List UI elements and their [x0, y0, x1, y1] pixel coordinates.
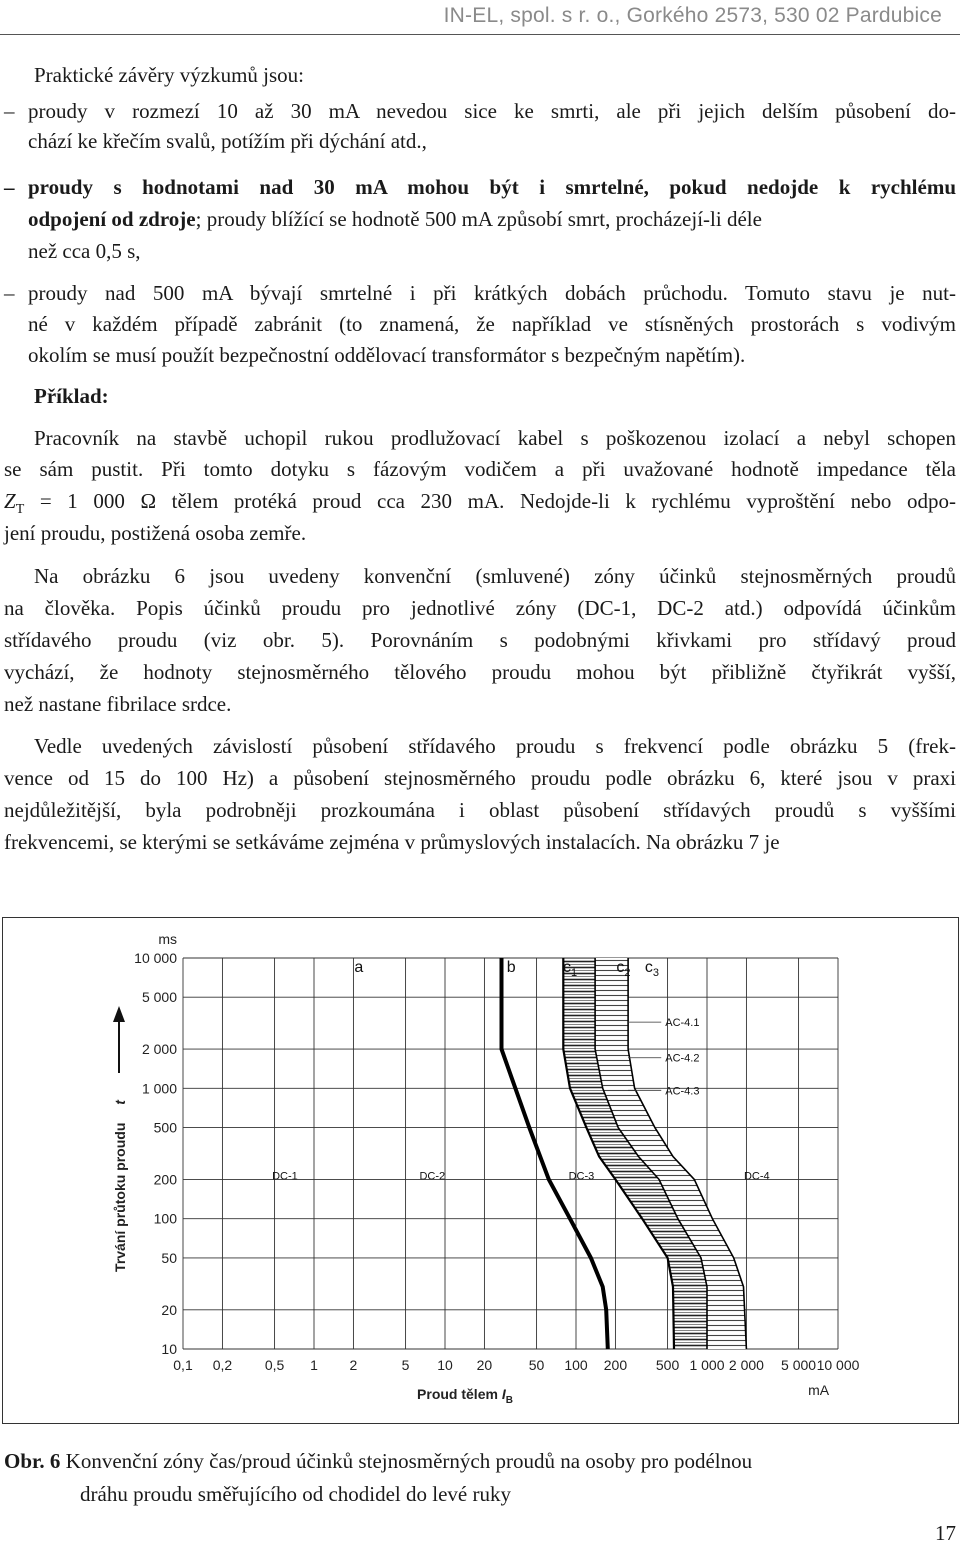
zone-label: DC-2 — [419, 1170, 446, 1183]
x-tick-label: 10 — [437, 1357, 453, 1373]
page-number: 17 — [935, 1521, 956, 1545]
y-tick-label: 20 — [161, 1301, 177, 1318]
x-axis-variable: I — [501, 1386, 506, 1402]
bullet2-line2-rest: ; proudy blížící se hodnotě 500 mA způsobí smrt, procházejí-li déle — [195, 207, 762, 231]
curve-label: b — [506, 959, 516, 977]
y-tick-label: 10 — [161, 1341, 177, 1357]
y-tick-label: 200 — [153, 1171, 177, 1188]
y-tick-label: 5 000 — [141, 989, 177, 1006]
x-tick-label: 1 000 — [689, 1357, 725, 1373]
bullet3-line1: proudy nad 500 mA bývají smrtelné i při krátkých dobách průchodu. Tomuto stavu je nut- — [28, 281, 956, 305]
bullet-dash: – — [4, 99, 15, 123]
caption-line2: dráhu proudu směřujícího od chodidel do levé ruky — [80, 1482, 511, 1506]
caption-label: Obr. 6 — [4, 1449, 61, 1473]
x-tick-label: 0,1 — [173, 1357, 193, 1373]
figure-frame — [2, 917, 959, 1424]
para3-line3: nejdůležitější, byla podrobněji prozkoumána i oblast působení střídavých proudů s vyššími — [4, 798, 956, 822]
x-unit-label: mA — [808, 1382, 830, 1398]
x-axis-subscript: B — [505, 1395, 513, 1406]
bullet1-line1: proudy v rozmezí 10 až 30 mA nevedou sice ke smrti, ale při jejich delším působení do- — [28, 99, 956, 123]
para2-line1: Na obrázku 6 jsou uvedeny konvenční (smluvené) zóny účinků stejnosměrných proudů — [34, 564, 956, 588]
intro-text: Praktické závěry výzkumů jsou: — [34, 63, 305, 87]
bullet1-line2: chází ke křečím svalů, potížím při dýchání atd., — [28, 129, 427, 153]
x-tick-label: 5 000 — [781, 1357, 817, 1373]
x-tick-label: 0,2 — [212, 1357, 233, 1373]
x-tick-label: 10 000 — [816, 1357, 860, 1373]
x-tick-label: 20 — [476, 1357, 493, 1373]
para2-line4: vychází, že hodnoty stejnosměrného tělového proudu mohou být přibližně čtyřikrát vyšší, — [4, 660, 956, 684]
example-heading: Příklad: — [34, 384, 109, 408]
y-tick-label: 50 — [161, 1249, 177, 1266]
x-tick-label: 2 000 — [728, 1357, 764, 1373]
caption-line1: Konvenční zóny čas/proud účinků stejnosměrných proudů na osoby pro podélnou — [60, 1449, 753, 1473]
bullet-dash: – — [4, 281, 15, 305]
example-line1: Pracovník na stavbě uchopil rukou prodlužovací kabel s poškozenou izolací a nebyl schopen — [34, 426, 956, 450]
y-axis-variable: t — [112, 1100, 128, 1105]
page-header — [0, 0, 960, 35]
x-tick-label: 1 — [310, 1357, 318, 1373]
curve-label: a — [354, 959, 364, 977]
bullet-dash: – — [4, 175, 15, 199]
curve-label: $c_2$ — [616, 959, 631, 980]
bullet2-line3: než cca 0,5 s, — [28, 239, 141, 263]
y-tick-label: 1 000 — [141, 1080, 177, 1097]
y-unit-label: ms — [158, 931, 177, 947]
curve-label: $c_1$ — [562, 959, 578, 980]
para3-line2: vence od 15 do 100 Hz) a působení stejnosměrného proudu podle obrázku 6, které jsou v praxi — [4, 766, 956, 790]
bullet2-line2 — [28, 206, 762, 232]
bullet2-bold: odpojení od zdroje — [28, 207, 196, 231]
x-tick-label: 100 — [564, 1357, 588, 1373]
y-tick-label: 2 000 — [141, 1041, 177, 1058]
example-line3-rest: = 1 000 Ω tělem protéká proud cca 230 mA. Nedojde-li k rychlému vyproštění nebo odpo- — [24, 489, 956, 513]
time-current-chart — [3, 918, 958, 1423]
y-tick-label: 500 — [153, 1119, 177, 1136]
annotation-label: AC-4.2 — [665, 1052, 700, 1065]
example-line2: se sám pustit. Při tomto dotyku s fázovým vodičem a při uvažované hodnotě impedance těla — [4, 457, 956, 481]
para3-line1: Vedle uvedených závislostí působení střídavého proudu s frekvencí podle obrázku 5 (frek- — [34, 734, 956, 758]
zone-label: DC-3 — [568, 1170, 595, 1183]
para2-line2: na člověka. Popis účinků proudu pro jednotlivé zóny (DC-1, DC-2 atd.) odpovídá účinkům — [4, 596, 956, 620]
x-tick-label: 0,5 — [264, 1357, 285, 1373]
annotation-label: AC-4.3 — [665, 1085, 700, 1098]
y-axis-arrow-head — [113, 1006, 125, 1022]
curve-label-subscript: 3 — [652, 967, 660, 980]
x-tick-label: 50 — [528, 1357, 545, 1373]
y-tick-label: 10 000 — [134, 950, 177, 966]
impedance-symbol: Z — [4, 489, 16, 513]
para3-line4: frekvencemi, se kterými se setkáváme zejména v průmyslových instalacích. Na obrázku 7 je — [4, 830, 780, 854]
para2-line5: než nastane fibrilace srdce. — [4, 692, 232, 716]
curve-label-subscript: 1 — [570, 967, 578, 980]
para2-line3: střídavého proudu (viz obr. 5). Porovnáním s podobnými křivkami pro střídavý proud — [4, 628, 956, 652]
x-tick-label: 5 — [401, 1357, 410, 1373]
curve-label: $c_3$ — [644, 959, 660, 980]
bullet3-line3: okolím se musí použít bezpečnostní oddělovací transformátor s bezpečným napětím). — [28, 343, 746, 367]
zone-label: DC-1 — [272, 1170, 298, 1183]
curve-label-subscript: 2 — [624, 967, 631, 980]
bullet3-line2: né v každém případě zabránit (to znamená, že například ve stísněných prostorách s vodivým — [28, 312, 956, 336]
header-text: IN-EL, spol. s r. o., Gorkého 2573, 530 02 Pardubice — [443, 4, 942, 27]
x-tick-label: 500 — [655, 1357, 680, 1373]
zone-label: DC-4 — [743, 1170, 770, 1183]
impedance-subscript: T — [15, 502, 25, 518]
x-tick-label: 200 — [603, 1357, 628, 1373]
example-line4: jení proudu, postižená osoba zemře. — [4, 521, 307, 545]
example-line3 — [4, 488, 956, 523]
y-tick-label: 100 — [153, 1210, 177, 1227]
annotation-label: AC-4.1 — [665, 1017, 700, 1030]
x-tick-label: 2 — [349, 1357, 358, 1373]
y-axis-label: Trvání průtoku proudu t — [112, 1100, 128, 1272]
figure-caption — [4, 1448, 752, 1475]
x-axis-label: Proud tělem $I_B$ — [417, 1386, 513, 1406]
bullet2-line1: proudy s hodnotami nad 30 mA mohou být i smrtelné, pokud nedojde k rychlému — [28, 175, 956, 199]
